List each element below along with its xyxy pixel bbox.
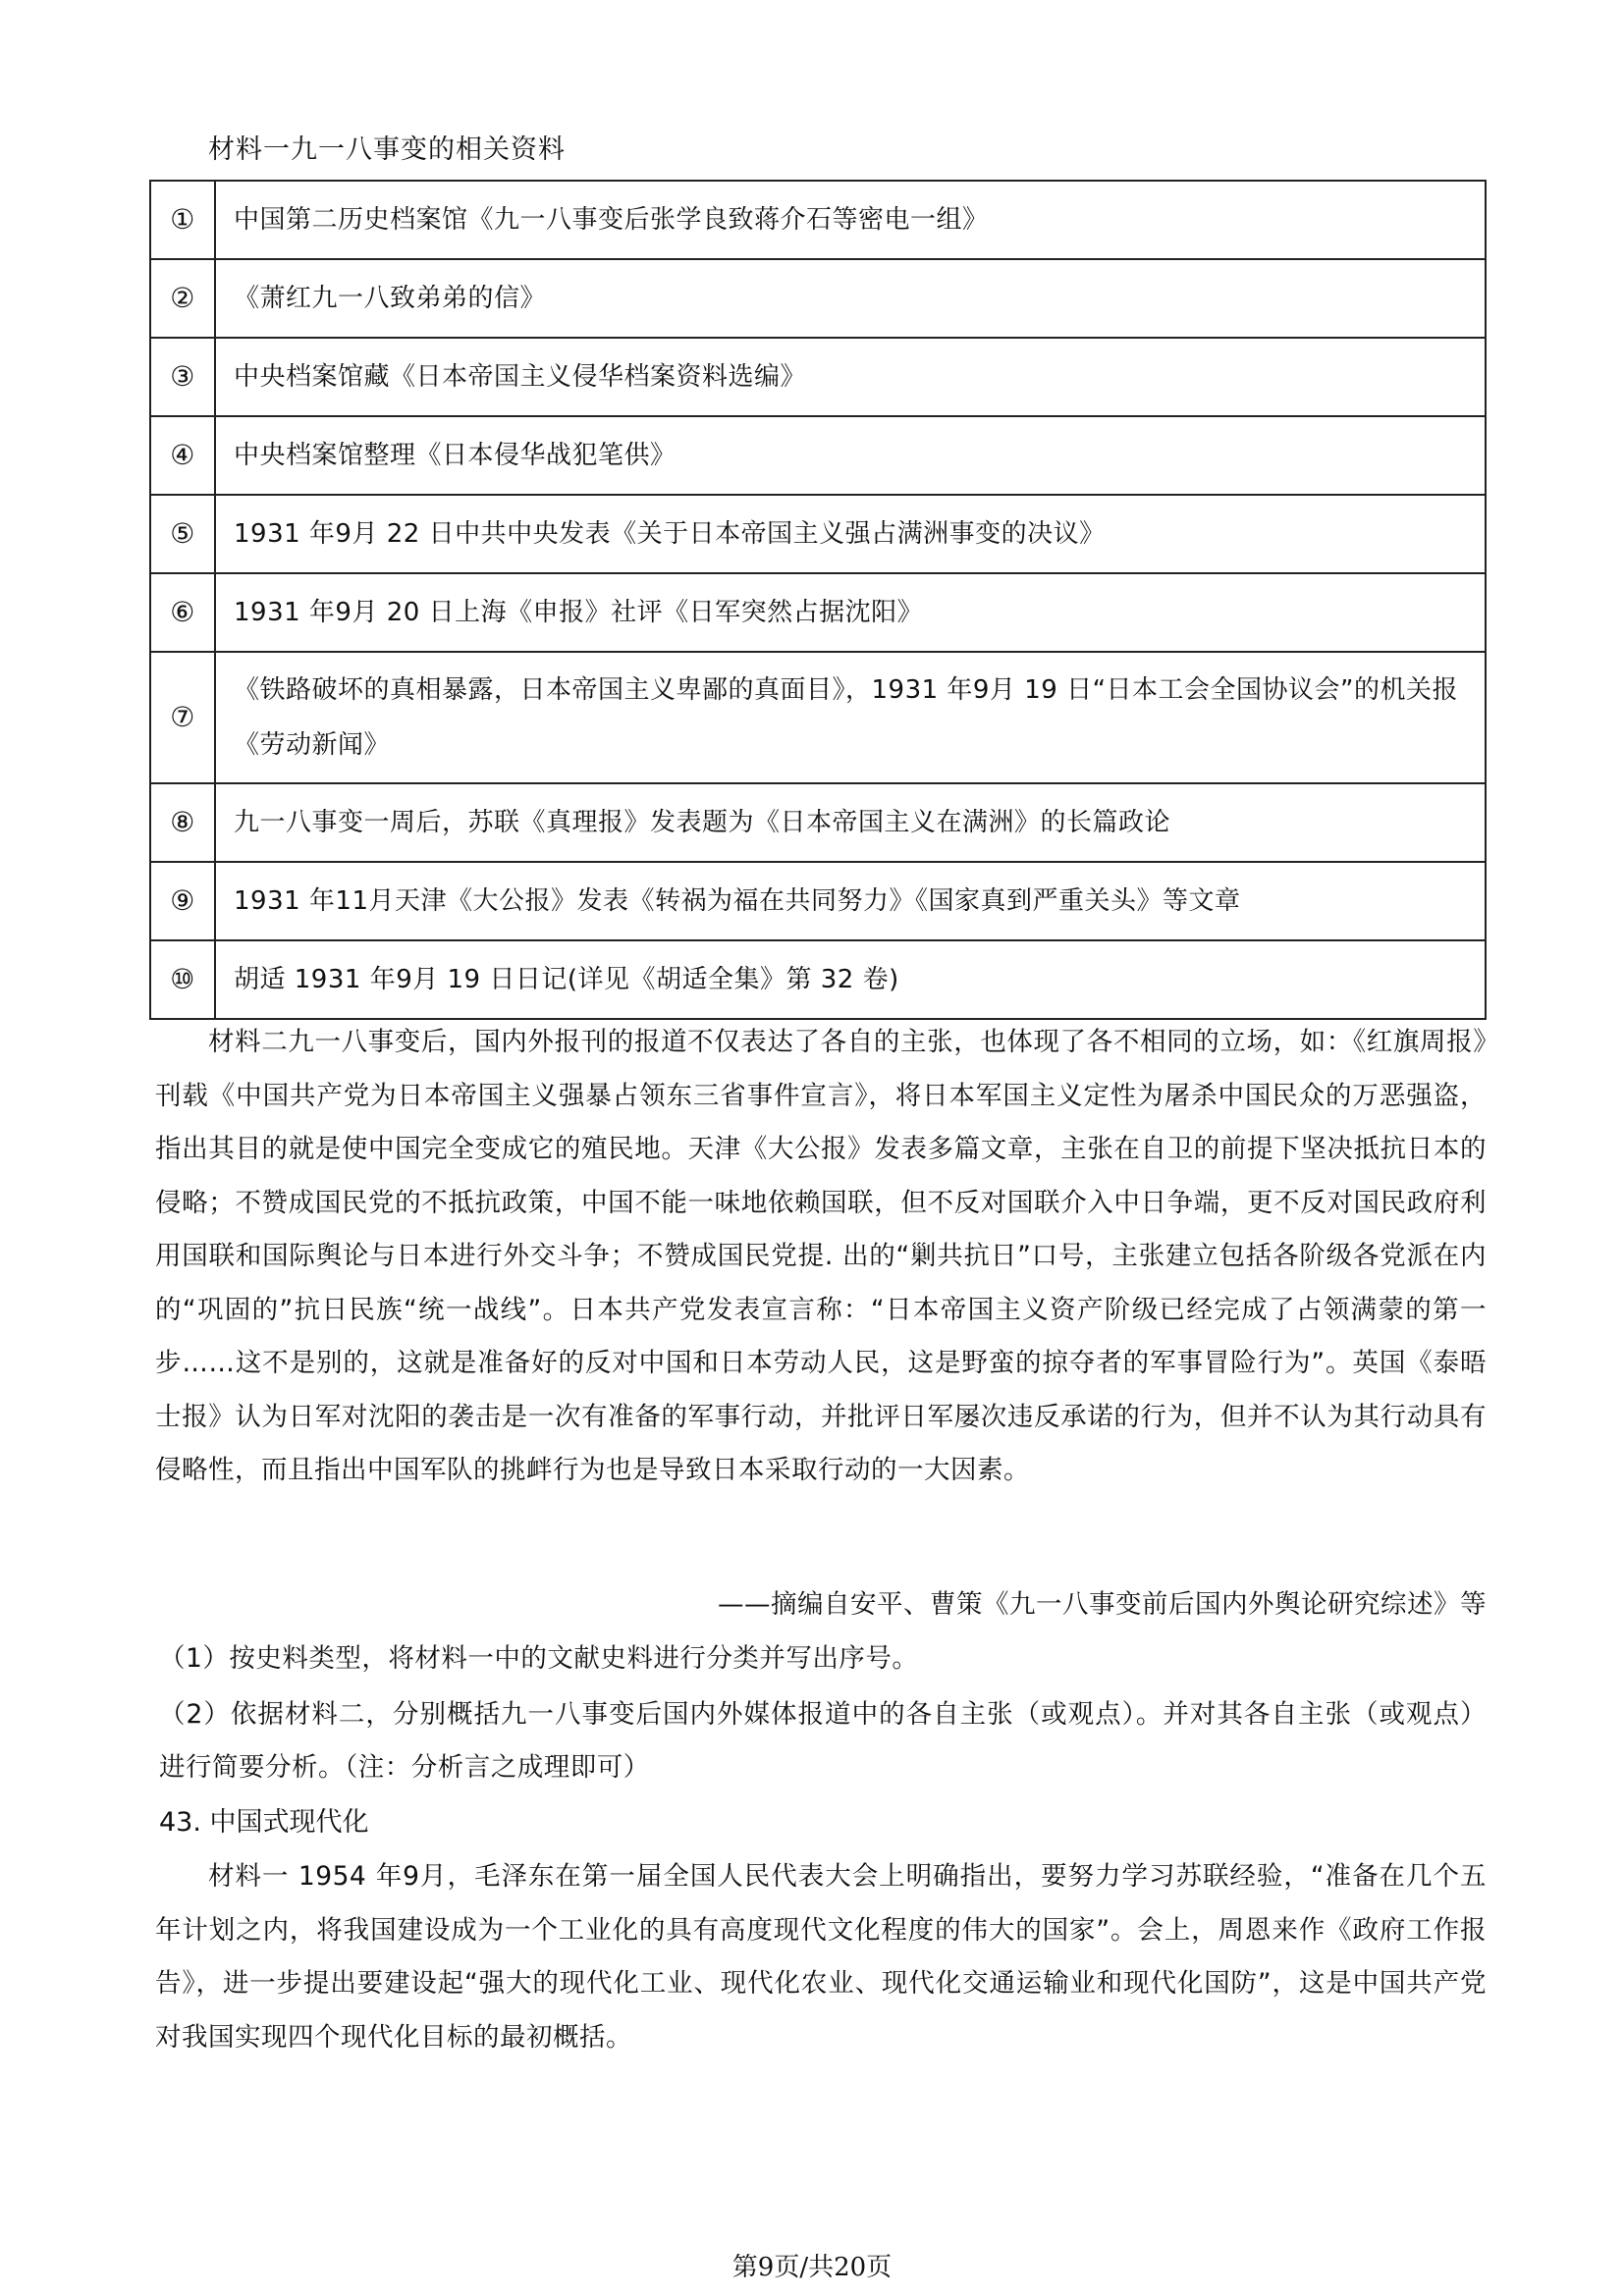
table-row <box>150 259 1486 338</box>
source-text: 1931 年11月天津《大公报》发表《转祸为福在共同努力》《国家真到严重关头》等文章 <box>215 862 1486 940</box>
source-number: ⑧ <box>150 783 215 862</box>
table-row <box>150 573 1486 652</box>
source-number: ⑩ <box>150 940 215 1019</box>
section-43-material1: 材料一 1954 年9月，毛泽东在第一届全国人民代表大会上明确指出，要努力学习苏联经验，“准备在几个五年计划之内，将我国建设成为一个工业化的具有高度现代文化程度的伟大的国家”。会上，周恩来作《政府工作报告》，进一步提出要建设起“强大的现代化工业、现代化农业、现代化交通运输业和现代化国防”，这是中国共产党对我国实现四个现代化目标的最初概括。 <box>155 1861 1487 2053</box>
source-number: ① <box>150 181 215 259</box>
source-text: 《铁路破坏的真相暴露，日本帝国主义卑鄙的真面目》，1931 年9月 19 日“日本工会全国协议会”的机关报《劳动新闻》 <box>215 652 1486 783</box>
page-footer: 第9页/共20页 <box>731 2253 893 2282</box>
source-text: 中央档案馆整理《日本侵华战犯笔供》 <box>215 416 1486 495</box>
table-row <box>150 783 1486 862</box>
source-number: ⑥ <box>150 573 215 652</box>
source-number: ④ <box>150 416 215 495</box>
source-number: ⑦ <box>150 652 215 783</box>
table-row <box>150 862 1486 940</box>
table-row <box>150 940 1486 1019</box>
source-text: 中国第二历史档案馆《九一八事变后张学良致蒋介石等密电一组》 <box>215 181 1486 259</box>
source-text: 九一八事变一周后，苏联《真理报》发表题为《日本帝国主义在满洲》的长篇政论 <box>215 783 1486 862</box>
table-row <box>150 338 1486 416</box>
source-text: 1931 年9月 22 日中共中央发表《关于日本帝国主义强占满洲事变的决议》 <box>215 495 1486 573</box>
material2-paragraph: 材料二九一八事变后，国内外报刊的报道不仅表达了各自的主张，也体现了各不相同的立场，如：《红旗周报》刊载《中国共产党为日本帝国主义强暴占领东三省事件宣言》，将日本军国主义定性为屠杀中国民众的万恶强盗，指出其目的就是使中国完全变成它的殖民地。天津《大公报》发表多篇文章，主张在自卫的前提下坚决抵抗日本的侵略；不赞成国民党的不抵抗政策，中国不能一味地依赖国联，但不反对国联介入中日争端，更不反对国民政府利用国联和国际舆论与日本进行外交斗争；不赞成国民党提. 出的“剿共抗日”口号，主张建立包括各阶级各党派在内的“巩固的”抗日民族“统一战线”。日本共产党发表宣言称：“日本帝国主义资产阶级已经完成了占领满蒙的第一步……这不是别的，这就是准备好的反对中国和日本劳动人民，这是野蛮的掠夺者的军事冒险行为”。英国《泰晤士报》认为日军对沈阳的袭击是一次有准备的军事行动，并批评日军屡次违反承诺的行为，但并不认为其行动具有侵略性，而且指出中国军队的挑衅行为也是导致日本采取行动的一大因素。 <box>155 1027 1487 1485</box>
source-number: ⑤ <box>150 495 215 573</box>
source-text: 《萧红九一八致弟弟的信》 <box>215 259 1486 338</box>
source-text: 胡适 1931 年9月 19 日日记(详见《胡适全集》第 32 卷) <box>215 940 1486 1019</box>
table-row <box>150 495 1486 573</box>
question-2: （2）依据材料二，分别概括九一八事变后国内外媒体报道中的各自主张（或观点）。并对其各自主张（或观点）进行简要分析。（注：分析言之成理即可） <box>159 1699 1487 1783</box>
source-text: 中央档案馆藏《日本帝国主义侵华档案资料选编》 <box>215 338 1486 416</box>
question-1: （1）按史料类型，将材料一中的文献史料进行分类并写出序号。 <box>159 1643 919 1674</box>
table-row <box>150 416 1486 495</box>
source-number: ③ <box>150 338 215 416</box>
source-number: ② <box>150 259 215 338</box>
table-row <box>150 652 1486 783</box>
sources-table <box>149 180 1487 1020</box>
source-text: 1931 年9月 20 日上海《申报》社评《日军突然占据沈阳》 <box>215 573 1486 652</box>
citation: ——摘编自安平、曹策《九一八事变前后国内外舆论研究综述》等 <box>718 1589 1487 1620</box>
material1-title: 材料一九一八事变的相关资料 <box>208 134 566 165</box>
table-row <box>150 181 1486 259</box>
source-number: ⑨ <box>150 862 215 940</box>
section-43-heading: 43. 中国式现代化 <box>159 1807 369 1838</box>
